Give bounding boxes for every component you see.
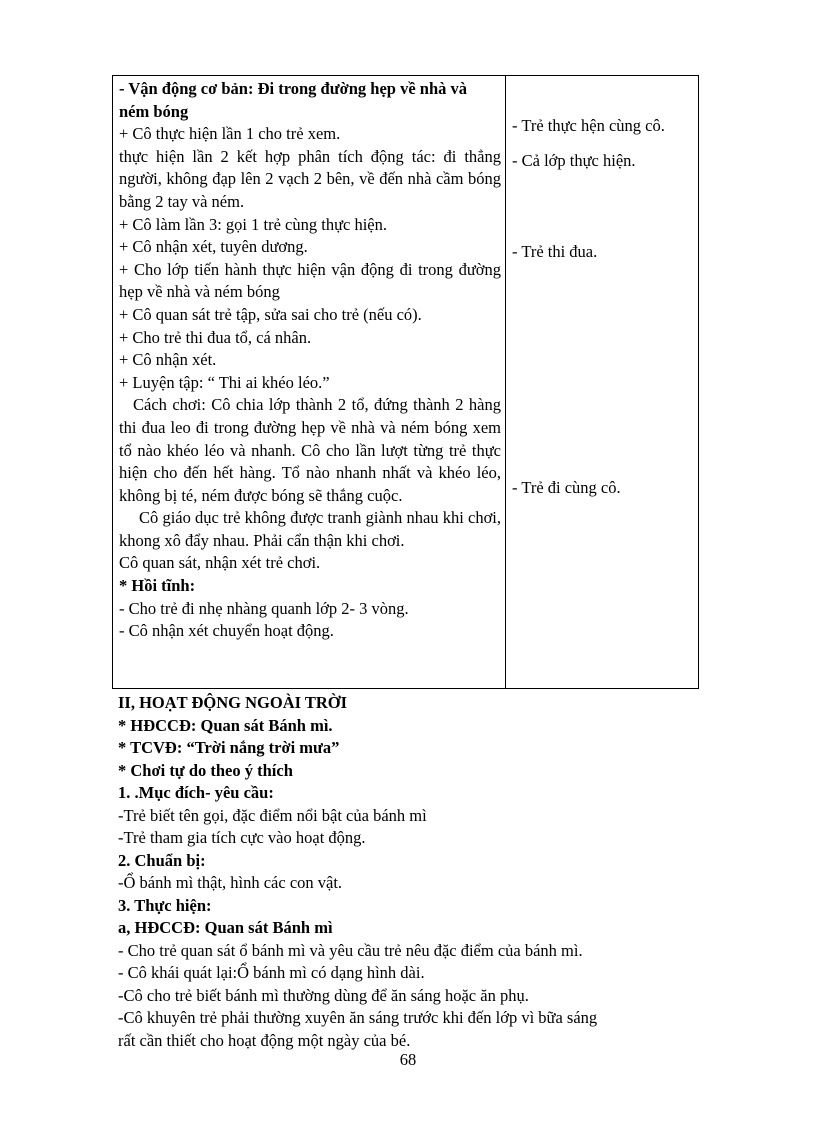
teacher-activity-line: + Cô làm lần 3: gọi 1 trẻ cùng thực hiện. — [119, 214, 387, 234]
objectives-title: 1. .Mục đích- yêu cầu: — [118, 783, 274, 802]
teacher-activity-line: - Cô nhận xét chuyển hoạt động. — [119, 621, 334, 641]
teacher-activity-line: Cách chơi: Cô chia lớp thành 2 tổ, đứng thành 2 hàng thi đua leo đi trong đường hẹp về nhà và ném bóng xem tổ nào khéo léo và nhanh. Cô cho lần lượt từng trẻ thực hiện cho đến hết hàng. Tổ nào nhanh nhất và khéo léo, không bị té, ném được bóng sẽ thắng cuộc. — [119, 395, 501, 505]
teacher-activity-line: + Cô nhận xét, tuyên dương. — [119, 237, 308, 257]
preparation-item: -Ổ bánh mì thật, hình các con vật. — [118, 873, 343, 892]
procedure-line: rất cần thiết cho hoạt động một ngày của bé. — [118, 1030, 411, 1050]
child-activity-note: - Cả lớp thực hiện. — [512, 151, 636, 170]
teacher-activity-line: + Cô quan sát trẻ tập, sửa sai cho trẻ (nếu có). — [119, 304, 422, 324]
child-activity-note: - Trẻ đi cùng cô. — [512, 478, 621, 497]
teacher-activity-line: - Cho trẻ đi nhẹ nhàng quanh lớp 2- 3 vòng. — [119, 598, 409, 618]
objective-item: -Trẻ tham gia tích cực vào hoạt động. — [118, 828, 366, 847]
outdoor-activity-section — [118, 692, 708, 1052]
teacher-activity-line: + Cho lớp tiến hành thực hiện vận động đi trong đường hẹp về nhà và ném bóng — [119, 259, 501, 302]
teacher-activity-line: thực hiện lần 2 kết hợp phân tích động tác: đi thẳng người, không đạp lên 2 vạch 2 bên, về đến nhà cầm bóng bằng 2 tay và ném. — [119, 146, 501, 211]
teacher-activity-line: + Cô thực hiện lần 1 cho trẻ xem. — [119, 124, 341, 144]
procedure-line: -Cô khuyên trẻ phải thường xuyên ăn sáng trước khi đến lớp vì bữa sáng — [118, 1008, 598, 1027]
procedure-line: - Cho trẻ quan sát ổ bánh mì và yêu cầu trẻ nêu đặc điểm của bánh mì. — [118, 940, 583, 960]
section-heading: II, HOẠT ĐỘNG NGOÀI TRỜI — [118, 693, 348, 712]
page-number: 68 — [399, 1050, 417, 1069]
teacher-activity-line: Cô giáo dục trẻ không được tranh giành nhau khi chơi, khong xô đẩy nhau. Phải cẩn thận khi chơi. — [119, 508, 501, 550]
free-play-line: * Chơi tự do theo ý thích — [118, 760, 293, 780]
teacher-activities — [113, 76, 505, 688]
procedure-title: 3. Thực hiện: — [118, 895, 212, 915]
tcvd-line: * TCVĐ: “Trời nắng trời mưa” — [118, 738, 340, 757]
teacher-activity-line: Cô quan sát, nhận xét trẻ chơi. — [119, 553, 321, 573]
objective-item: -Trẻ biết tên gọi, đặc điểm nổi bật của bánh mì — [118, 805, 427, 825]
teacher-activity-line: + Cho trẻ thi đua tổ, cá nhân. — [119, 327, 312, 347]
procedure-subheading: a, HĐCCĐ: Quan sát Bánh mì — [118, 918, 333, 937]
preparation-title: 2. Chuẩn bị: — [118, 850, 206, 870]
teacher-activity-line: + Cô nhận xét. — [119, 350, 217, 370]
child-activity-note: - Trẻ thực hện cùng cô. — [512, 116, 665, 135]
teacher-activity-line: * Hồi tĩnh: — [119, 576, 196, 596]
activity-table — [112, 75, 699, 689]
child-activities-cell — [506, 76, 699, 689]
teacher-activity-line: + Luyện tập: “ Thi ai khéo léo.” — [119, 372, 330, 392]
hdccd-line: * HĐCCĐ: Quan sát Bánh mì. — [118, 715, 333, 735]
teacher-activities-cell — [113, 76, 506, 689]
procedure-line: - Cô khái quát lại:Ổ bánh mì có dạng hình dài. — [118, 963, 425, 982]
child-activity-note: - Trẻ thi đua. — [512, 242, 598, 261]
procedure-line: -Cô cho trẻ biết bánh mì thường dùng để ăn sáng hoặc ăn phụ. — [118, 985, 529, 1005]
teacher-activity-line: - Vận động cơ bản: Đi trong đường hẹp về nhà và ném bóng — [119, 79, 468, 121]
